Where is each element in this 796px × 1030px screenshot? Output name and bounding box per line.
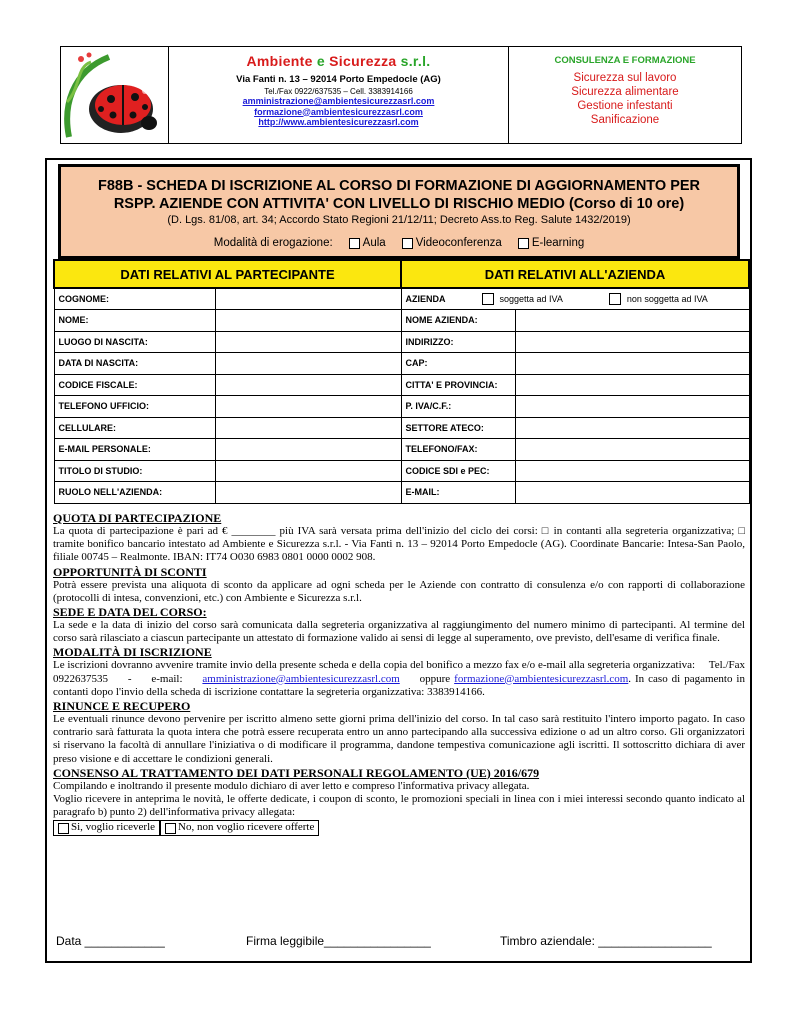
field-label: INDIRIZZO: xyxy=(401,331,515,353)
checkbox[interactable] xyxy=(518,238,529,249)
email-link-amministrazione[interactable]: amministrazione@ambientesicurezzasrl.com xyxy=(202,672,400,685)
field-label: E-MAIL PERSONALE: xyxy=(54,439,215,461)
consent-options xyxy=(53,820,745,835)
field-input-titolo-studio[interactable] xyxy=(215,460,401,482)
signature-row xyxy=(56,934,746,948)
company-logo xyxy=(61,47,169,143)
field-input-luogo-nascita[interactable] xyxy=(215,331,401,353)
field-input-sdi-pec[interactable] xyxy=(515,460,749,482)
conditions-sections xyxy=(53,511,759,836)
form-title: F88B - SCHEDA DI ISCRIZIONE AL CORSO DI FORMAZIONE DI AGGIORNAMENTO PER RSPP. AZIENDE CON ATTIVITA' CON LIVELLO DI RISCHIO MEDIO (Corso di 10 ore) xyxy=(97,178,701,212)
section-text: Potrà essere prevista una aliquota di sconto da applicare ad ogni scheda per le Aziende con contratto di consulenza e/o con rapporti di collaborazione (protocolli di intesa, convenzioni, etc.) con Ambiente e Sicurezza s.r.l. xyxy=(53,578,745,604)
checkbox[interactable] xyxy=(349,238,360,249)
field-label: P. IVA/C.F.: xyxy=(401,396,515,418)
field-label: NOME AZIENDA: xyxy=(401,310,515,332)
field-label: E-MAIL: xyxy=(401,482,515,504)
modality-option-videoconferenza[interactable]: Videoconferenza xyxy=(402,237,502,249)
field-input-nome-azienda[interactable] xyxy=(515,310,749,332)
field-input-cellulare[interactable] xyxy=(215,417,401,439)
section-text: Le iscrizioni dovranno avvenire tramite invio della presente scheda e della copia del bonifico a mezzo fax e/o e-mail alla segreteria organizzativa: Tel./Fax 0922637535 - e-mail: amministrazione@ambientesicurezzasrl.com oppure formazione@ambientesicurezzasrl.com. In caso di pagamento in contanti dopo l'invio della scheda di iscrizione contattare la segreteria organizzativa: 3383914166. xyxy=(53,659,759,698)
form-title-box xyxy=(58,164,740,259)
field-label: COGNOME: xyxy=(54,288,215,310)
email-link-amministrazione[interactable]: amministrazione@ambientesicurezzasrl.com xyxy=(242,96,435,106)
service-item: Sicurezza sul lavoro xyxy=(573,72,677,84)
section-text: Compilando e inoltrando il presente modulo dichiaro di aver letto e compreso l'informativa privacy allegata. xyxy=(53,779,530,792)
field-label: CITTA' E PROVINCIA: xyxy=(401,374,515,396)
field-input-data-nascita[interactable] xyxy=(215,353,401,375)
section-text: La quota di partecipazione è pari ad € ________ più IVA sarà versata prima dell'inizio del ciclo dei corsi: □ in contanti alla segreteria organizzativa; □ tramite bonifico bancario intestato ad Ambiente e Sicurezza s.r.l. - Via Fanti n. 13 – 92014 Porto Empedocle (AG). Coordinate Bancarie: Intesa-San Paolo, filiale 00745 – Realmonte. IBAN: IT74 O030 6983 0801 0000 0002 908. xyxy=(53,525,745,564)
signature-field[interactable]: Firma leggibile________________ xyxy=(246,934,431,948)
azienda-iva-row: AZIENDA soggetta ad IVA non soggetta ad IVA xyxy=(401,288,749,310)
letterhead xyxy=(60,46,742,144)
service-item: Gestione infestanti xyxy=(577,100,673,112)
section-text: La sede e la data di inizio del corso sarà comunicata dalla segreteria organizzativa al raggiungimento del numero minimo di partecipanti. Al termine del corso sarà rilasciato a ciascun partecipante un attestato di formazione valido ai sensi di legge al superamento, ove previsto, dell'esame di verifica finale. xyxy=(53,619,745,645)
services-title: CONSULENZA E FORMAZIONE xyxy=(554,55,696,66)
field-input-indirizzo[interactable] xyxy=(515,331,749,353)
services-box xyxy=(509,47,741,143)
date-field[interactable]: Data ____________ xyxy=(56,934,165,948)
section-title: QUOTA DI PARTECIPAZIONE xyxy=(53,511,222,525)
modality-option-elearning[interactable]: E-learning xyxy=(518,237,584,249)
field-label: NOME: xyxy=(54,310,215,332)
service-item: Sicurezza alimentare xyxy=(571,86,679,98)
company-info xyxy=(169,47,509,143)
section-title: MODALITÀ DI ISCRIZIONE xyxy=(53,645,212,660)
field-label: CELLULARE: xyxy=(54,417,215,439)
field-label: TITOLO DI STUDIO: xyxy=(54,460,215,482)
modality-label: Modalità di erogazione: xyxy=(213,237,333,249)
checkbox-iva-yes[interactable] xyxy=(482,293,494,305)
field-label: TELEFONO/FAX: xyxy=(401,439,515,461)
participant-header: DATI RELATIVI AL PARTECIPANTE xyxy=(54,260,401,288)
field-input-cognome[interactable] xyxy=(215,288,401,310)
field-input-ateco[interactable] xyxy=(515,417,749,439)
consent-no-option[interactable]: No, non voglio ricevere offerte xyxy=(160,820,319,835)
company-phone: Tel./Fax 0922/637535 – Cell. 3383914166 xyxy=(264,87,413,96)
ladybug-logo-icon xyxy=(61,47,167,143)
field-label: RUOLO NELL'AZIENDA: xyxy=(54,482,215,504)
form-references: (D. Lgs. 81/08, art. 34; Accordo Stato Regioni 21/12/11; Decreto Ass.to Reg. Salute 1432/2019) xyxy=(167,214,631,226)
field-input-citta[interactable] xyxy=(515,374,749,396)
field-label: SETTORE ATECO: xyxy=(401,417,515,439)
iva-no-label: non soggetta ad IVA xyxy=(626,294,708,304)
field-input-telefono-ufficio[interactable] xyxy=(215,396,401,418)
field-input-telefono-fax[interactable] xyxy=(515,439,749,461)
checkbox-iva-no[interactable] xyxy=(609,293,621,305)
company-address: Via Fanti n. 13 – 92014 Porto Empedocle (AG) xyxy=(236,74,441,85)
field-label: DATA DI NASCITA: xyxy=(54,353,215,375)
email-link-formazione[interactable]: formazione@ambientesicurezzasrl.com xyxy=(254,106,423,117)
stamp-field[interactable]: Timbro aziendale: _________________ xyxy=(500,934,712,948)
modality-selector xyxy=(61,237,737,249)
section-text: Le eventuali rinunce devono pervenire per iscritto almeno sette giorni prima dell'inizio del corso. In tal caso sarà restituito l'intero importo pagato. In caso contrario sarà fatturata la quota intera che potrà essere recuperata entro un anno partecipando alla successiva edizione o ad un altro corso. Gli organizzatori si riservano la facoltà di annullare l'iniziativa o di modificare il programma, dandone tempestiva comunicazione agli iscritti. Il sottoscritto dichiara di aver preso visione e di accettare le condizioni generali. xyxy=(53,713,745,765)
section-text: Voglio ricevere in anteprima le novità, le offerte dedicate, i coupon di sconto, le promozioni speciali in linea con i miei interessi secondo quanto indicato al paragrafo b) punto 2) dell'informativa privacy allegata: xyxy=(53,793,745,819)
company-header: DATI RELATIVI ALL'AZIENDA xyxy=(401,260,749,288)
field-input-email-azienda[interactable] xyxy=(515,482,749,504)
field-label: TELEFONO UFFICIO: xyxy=(54,396,215,418)
iva-yes-label: soggetta ad IVA xyxy=(499,294,563,304)
consent-yes-option[interactable]: Si, voglio riceverle xyxy=(53,820,160,835)
field-label: CAP: xyxy=(401,353,515,375)
section-title: SEDE E DATA DEL CORSO: xyxy=(53,605,207,620)
checkbox[interactable] xyxy=(58,823,69,834)
field-label: LUOGO DI NASCITA: xyxy=(54,331,215,353)
field-input-codice-fiscale[interactable] xyxy=(215,374,401,396)
section-title: OPPORTUNITÀ DI SCONTI xyxy=(53,564,207,579)
checkbox[interactable] xyxy=(165,823,176,834)
field-input-nome[interactable] xyxy=(215,310,401,332)
field-input-email-personale[interactable] xyxy=(215,439,401,461)
data-table xyxy=(53,259,750,504)
company-name: Ambiente e Sicurezza s.r.l. xyxy=(246,53,431,69)
checkbox[interactable] xyxy=(402,238,413,249)
modality-option-aula[interactable]: Aula xyxy=(349,237,386,249)
service-item: Sanificazione xyxy=(590,114,660,126)
website-link[interactable]: http://www.ambientesicurezzasrl.com xyxy=(258,117,419,127)
field-input-piva[interactable] xyxy=(515,396,749,418)
email-link-formazione[interactable]: formazione@ambientesicurezzasrl.com xyxy=(454,672,629,685)
field-input-ruolo[interactable] xyxy=(215,482,401,504)
section-title: RINUNCE E RECUPERO xyxy=(53,699,191,714)
field-input-cap[interactable] xyxy=(515,353,749,375)
field-label: CODICE FISCALE: xyxy=(54,374,215,396)
field-label: CODICE SDI e PEC: xyxy=(401,460,515,482)
section-title: CONSENSO AL TRATTAMENTO DEI DATI PERSONALI REGOLAMENTO (UE) 2016/679 xyxy=(53,765,540,780)
